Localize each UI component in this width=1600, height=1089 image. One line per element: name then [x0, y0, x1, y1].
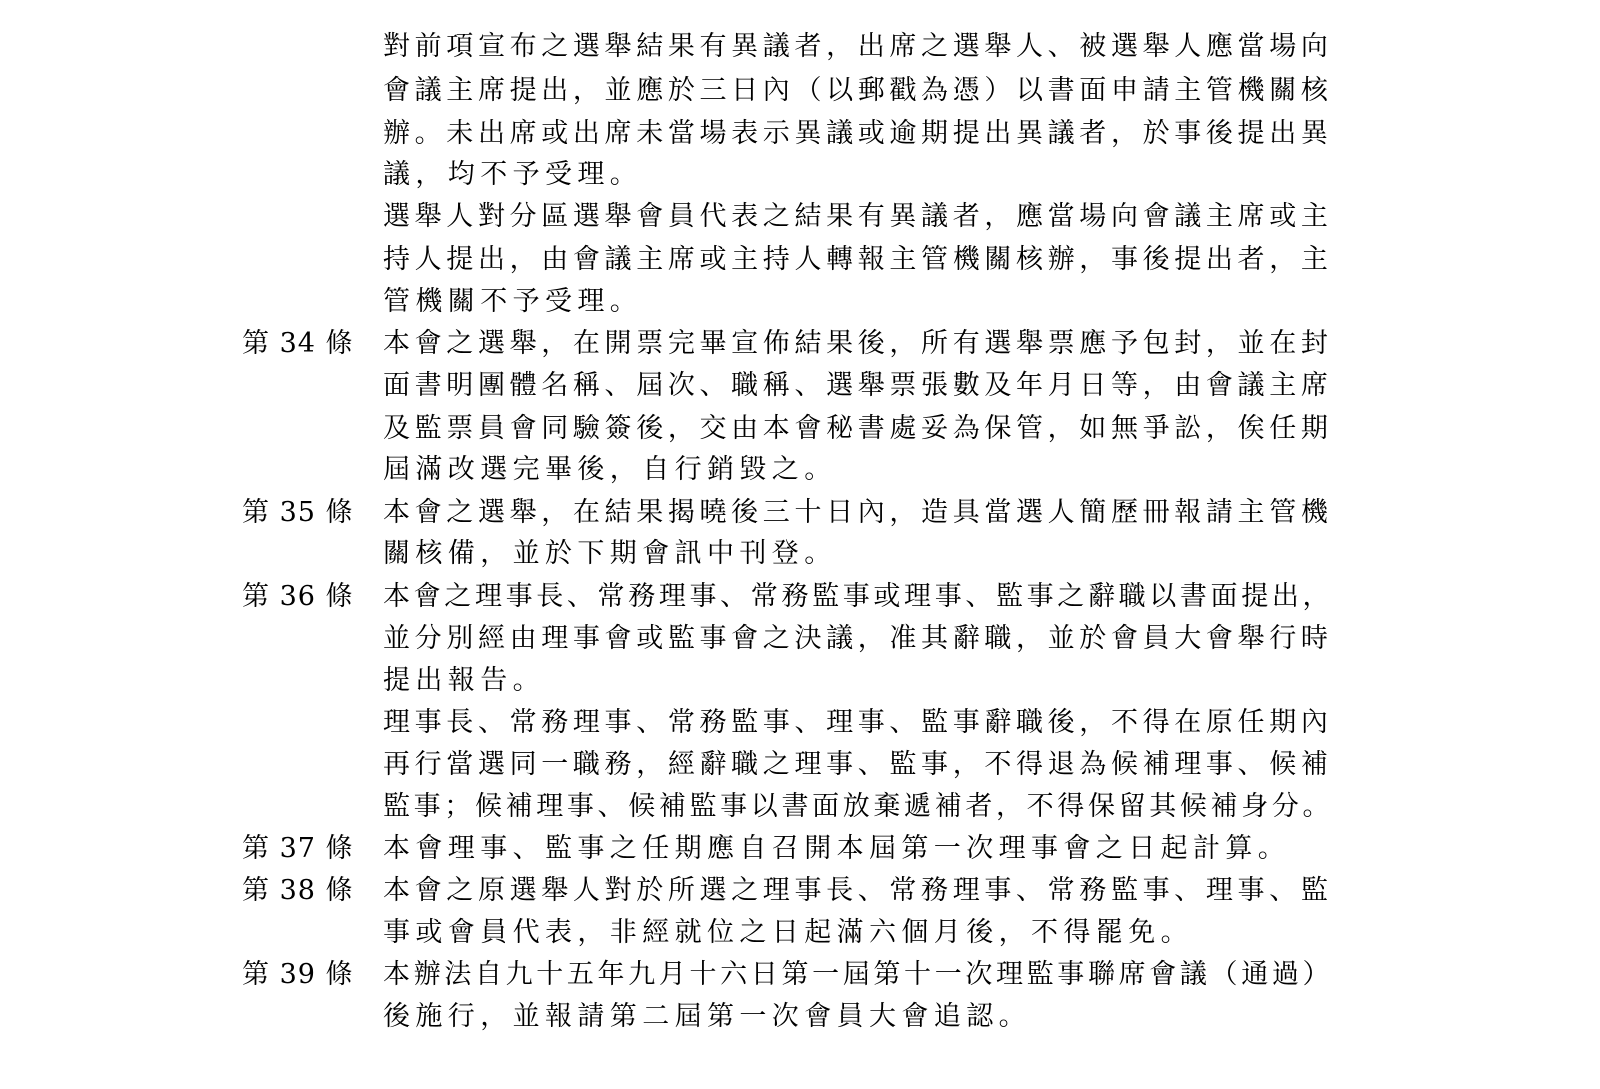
- article-label: 第 37 條: [242, 833, 354, 864]
- text-line: 面書明團體名稱、屆次、職稱、選舉票張數及年月日等，由會議主席: [383, 370, 1333, 401]
- text-line: 議，均不予受理。: [383, 159, 643, 190]
- text-line: 關核備，並於下期會訊中刊登。: [383, 538, 837, 569]
- text-line: 本會之理事長、常務理事、常務監事或理事、監事之辭職以書面提出，: [383, 581, 1334, 612]
- article-label: 第 36 條: [242, 581, 354, 612]
- text-line: 並分別經由理事會或監事會之決議，准其辭職，並於會員大會舉行時: [383, 623, 1333, 654]
- text-line: 本會之選舉，在結果揭曉後三十日內，造具當選人簡歷冊報請主管機: [383, 497, 1333, 528]
- text-line: 本會之選舉，在開票完畢宣佈結果後，所有選舉票應予包封，並在封: [383, 328, 1333, 359]
- text-line: 屆滿改選完畢後，自行銷毀之。: [383, 454, 837, 485]
- text-line: 事或會員代表，非經就位之日起滿六個月後，不得罷免。: [383, 917, 1193, 948]
- text-line: 監事；候補理事、候補監事以書面放棄遞補者，不得保留其候補身分。: [383, 791, 1334, 822]
- article-label: 第 34 條: [242, 328, 354, 359]
- text-line: 會議主席提出，並應於三日內（以郵戳為憑）以書面申請主管機關核: [383, 75, 1333, 106]
- text-line: 管機關不予受理。: [383, 286, 643, 317]
- article-label: 第 39 條: [242, 959, 354, 990]
- text-line: 再行當選同一職務，經辭職之理事、監事，不得退為候補理事、候補: [383, 749, 1333, 780]
- text-line: 提出報告。: [383, 665, 545, 696]
- text-line: 本辦法自九十五年九月十六日第一屆第十一次理監事聯席會議（通過）: [383, 959, 1334, 990]
- text-line: 理事長、常務理事、常務監事、理事、監事辭職後，不得在原任期內: [383, 707, 1333, 738]
- text-line: 後施行，並報請第二屆第一次會員大會追認。: [383, 1001, 1031, 1032]
- text-line: 持人提出，由會議主席或主持人轉報主管機關核辦，事後提出者，主: [383, 244, 1333, 275]
- text-line: 辦。未出席或出席未當場表示異議或逾期提出異議者，於事後提出異: [383, 118, 1333, 149]
- text-line: 及監票員會同驗簽後，交由本會秘書處妥為保管，如無爭訟，俟任期: [383, 413, 1333, 444]
- text-line: 本會理事、監事之任期應自召開本屆第一次理事會之日起計算。: [383, 833, 1291, 864]
- text-line: 本會之原選舉人對於所選之理事長、常務理事、常務監事、理事、監: [383, 875, 1333, 906]
- text-line: 選舉人對分區選舉會員代表之結果有異議者，應當場向會議主席或主: [383, 201, 1333, 232]
- text-line: 對前項宣布之選舉結果有異議者，出席之選舉人、被選舉人應當場向: [383, 31, 1333, 62]
- article-label: 第 38 條: [242, 875, 354, 906]
- article-label: 第 35 條: [242, 497, 354, 528]
